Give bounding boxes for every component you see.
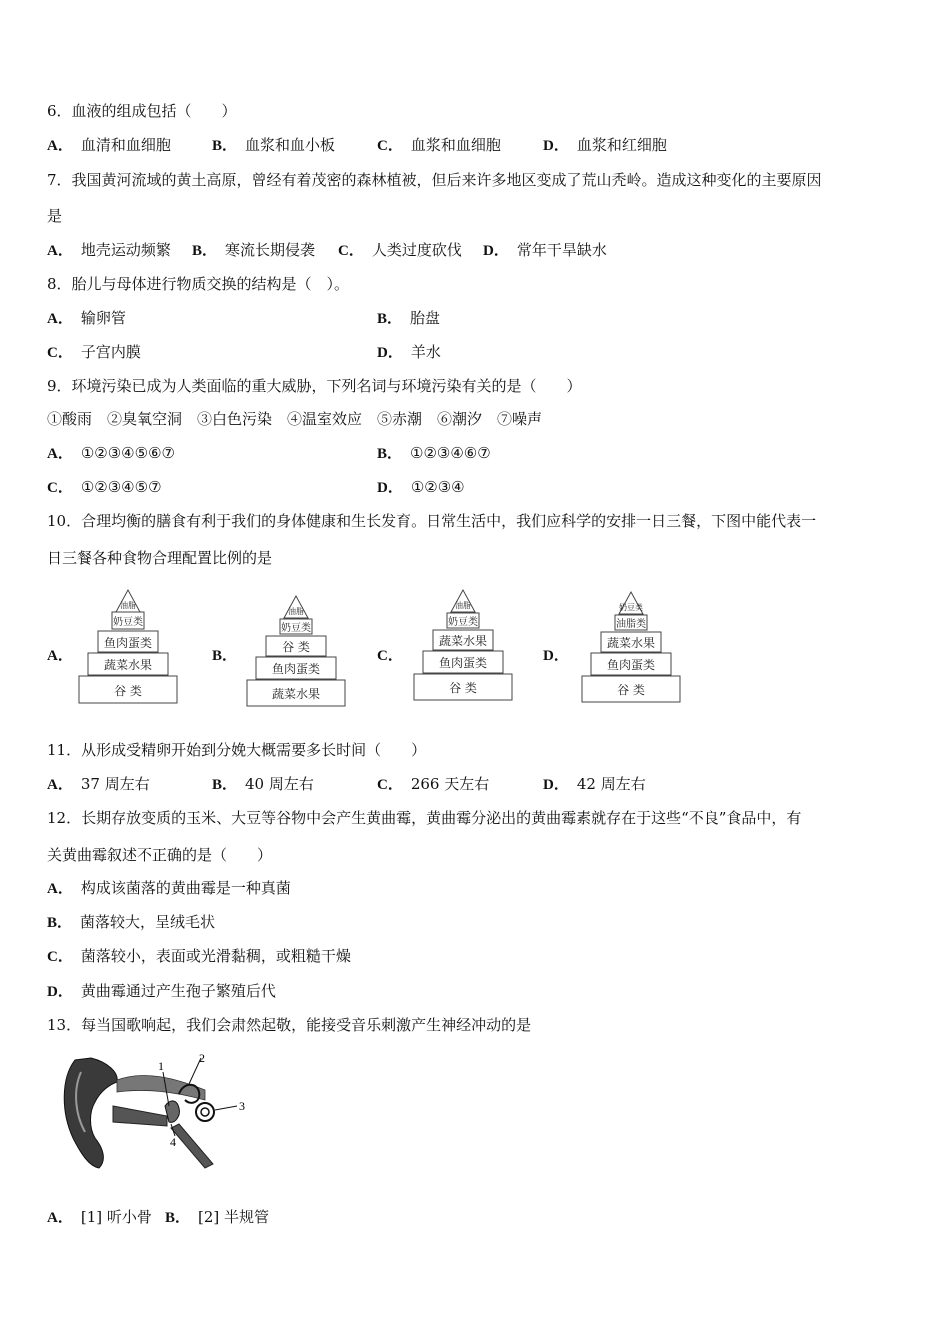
option-text: 血清和血细胞 xyxy=(80,136,171,154)
pyramid-level-2: 奶豆类 xyxy=(448,617,478,628)
q9-option-a[interactable] xyxy=(47,443,175,464)
q8-option-b[interactable] xyxy=(377,308,440,329)
pyramid-level-4: 鱼肉蛋类 xyxy=(438,656,488,670)
ear-label-4: 4 xyxy=(170,1135,176,1149)
q9-option-c[interactable] xyxy=(47,477,162,498)
q7-option-b[interactable] xyxy=(192,240,315,261)
pyramid-level-3: 谷 类 xyxy=(282,640,310,654)
q12-option-b[interactable] xyxy=(47,912,215,933)
pyramid-level-2: 奶豆类 xyxy=(113,617,143,628)
q7-stem-line1: 7．我国黄河流域的黄土高原，曾经有着茂密的森林植被，但后来许多地区变成了荒山秃岭。造成这种变化的主要原因 xyxy=(47,171,822,189)
option-label: D． xyxy=(543,138,569,154)
pyramid-level-2: 油脂类 xyxy=(616,619,646,630)
option-label: A． xyxy=(47,648,73,664)
pyramid-level-4: 鱼肉蛋类 xyxy=(606,658,656,672)
option-text: 血浆和血小板 xyxy=(245,136,336,154)
option-label: B． xyxy=(212,648,238,664)
q11-option-c[interactable] xyxy=(377,774,489,795)
q13-option-b[interactable] xyxy=(165,1207,269,1228)
q11-option-b[interactable] xyxy=(212,774,314,795)
option-label: B． xyxy=(165,1210,191,1226)
option-text: 菌落较大，呈绒毛状 xyxy=(80,913,216,931)
option-text: 40 周左右 xyxy=(245,775,314,793)
q9-stem: 9．环境污染已成为人类面临的重大威胁，下列名词与环境污染有关的是（ ） xyxy=(47,377,582,395)
pyramid-level-5: 蔬菜水果 xyxy=(271,687,321,701)
option-label: B． xyxy=(47,915,73,931)
option-text: ①②③④ xyxy=(410,478,465,496)
option-label: D． xyxy=(377,480,403,496)
pyramid-level-5: 谷 类 xyxy=(114,684,142,698)
option-text: 42 周左右 xyxy=(576,775,646,793)
q10-option-a-label[interactable] xyxy=(47,645,81,666)
food-pyramid-b xyxy=(246,594,346,708)
option-text: ①②③④⑥⑦ xyxy=(410,444,491,462)
ear-label-3: 3 xyxy=(239,1099,245,1113)
q13-option-a[interactable] xyxy=(47,1207,152,1228)
option-text: ①②③④⑤⑦ xyxy=(80,478,162,496)
option-text: 37 周左右 xyxy=(80,775,150,793)
pyramid-level-1: 油脂 xyxy=(288,607,304,616)
q12-option-a[interactable] xyxy=(47,878,291,899)
q7-option-c[interactable] xyxy=(338,240,462,261)
q11-option-a[interactable] xyxy=(47,774,150,795)
option-text: ①②③④⑤⑥⑦ xyxy=(80,444,175,462)
q8-stem: 8．胎儿与母体进行物质交换的结构是（ ）。 xyxy=(47,275,350,293)
option-text: 构成该菌落的黄曲霉是一种真菌 xyxy=(80,879,291,897)
option-label: C． xyxy=(377,777,403,793)
q11-option-d[interactable] xyxy=(543,774,646,795)
option-text: 黄曲霉通过产生孢子繁殖后代 xyxy=(80,982,276,1000)
option-label: D． xyxy=(543,777,569,793)
q12-option-d[interactable] xyxy=(47,981,276,1002)
option-label: A． xyxy=(47,243,73,259)
q10-option-d-label[interactable] xyxy=(543,645,577,666)
option-text: 血浆和红细胞 xyxy=(576,136,667,154)
option-text: 输卵管 xyxy=(80,309,126,327)
option-text: [1] 听小骨 xyxy=(80,1208,152,1226)
ear-label-2: 2 xyxy=(199,1051,205,1065)
q10-stem-line2: 日三餐各种食物合理配置比例的是 xyxy=(47,549,273,567)
q6-option-a[interactable] xyxy=(47,135,171,156)
option-text: 菌落较小，表面或光滑黏稠，或粗糙干燥 xyxy=(80,947,351,965)
option-text: 人类过度砍伐 xyxy=(371,241,462,259)
option-label: A． xyxy=(47,881,73,897)
option-label: A． xyxy=(47,1210,73,1226)
option-text: 胎盘 xyxy=(410,309,441,327)
option-label: A． xyxy=(47,777,73,793)
option-label: C． xyxy=(338,243,364,259)
option-label: B． xyxy=(212,138,238,154)
option-text: 血浆和血细胞 xyxy=(410,136,501,154)
option-text: 地壳运动频繁 xyxy=(80,241,171,259)
q13-stem: 13．每当国歌响起，我们会肃然起敬，能接受音乐刺激产生神经冲动的是 xyxy=(47,1016,532,1034)
option-label: A． xyxy=(47,311,73,327)
q10-option-b-label[interactable] xyxy=(212,645,245,666)
option-label: B． xyxy=(212,777,238,793)
q9-items: ①酸雨 ②臭氧空洞 ③白色污染 ④温室效应 ⑤赤潮 ⑥潮汐 ⑦噪声 xyxy=(47,410,543,428)
q7-option-d[interactable] xyxy=(483,240,607,261)
q11-stem: 11．从形成受精卵开始到分娩大概需要多长时间（ ） xyxy=(47,741,427,759)
pyramid-level-4: 鱼肉蛋类 xyxy=(271,662,321,676)
option-label: B． xyxy=(377,446,403,462)
option-text: 266 天左右 xyxy=(410,775,490,793)
q12-stem-line2: 关黄曲霉叙述不正确的是（ ） xyxy=(47,846,273,864)
q7-option-a[interactable] xyxy=(47,240,171,261)
pyramid-level-5: 谷 类 xyxy=(449,681,477,695)
option-text: 常年干旱缺水 xyxy=(516,241,607,259)
option-label: A． xyxy=(47,138,73,154)
option-label: C． xyxy=(47,480,73,496)
q8-option-c[interactable] xyxy=(47,342,141,363)
q10-stem-line1: 10．合理均衡的膳食有利于我们的身体健康和生长发育。日常生活中，我们应科学的安排一日三餐，下图中能代表一 xyxy=(47,512,817,530)
option-label: C． xyxy=(377,138,403,154)
option-label: B． xyxy=(192,243,218,259)
pyramid-level-1: 油脂 xyxy=(455,601,471,610)
food-pyramid-c xyxy=(413,588,513,702)
option-label: C． xyxy=(47,949,73,965)
ear-label-1: 1 xyxy=(158,1059,164,1073)
pyramid-level-3: 鱼肉蛋类 xyxy=(103,636,153,650)
q7-stem-line2: 是 xyxy=(47,207,63,225)
option-label: D． xyxy=(543,648,569,664)
ear-diagram xyxy=(55,1050,255,1179)
q12-stem-line1: 12．长期存放变质的玉米、大豆等谷物中会产生黄曲霉，黄曲霉分泌出的黄曲霉素就存在于这些“不良”食品中，有 xyxy=(47,809,802,827)
q12-option-c[interactable] xyxy=(47,946,351,967)
q6-option-b[interactable] xyxy=(212,135,335,156)
pyramid-level-1: 油脂 xyxy=(120,601,136,610)
q6-stem: 6．血液的组成包括（ ） xyxy=(47,102,237,120)
option-label: D． xyxy=(47,984,73,1000)
option-label: D． xyxy=(377,345,403,361)
option-label: B． xyxy=(377,311,403,327)
pyramid-level-3: 蔬菜水果 xyxy=(606,636,656,650)
option-text: [2] 半规管 xyxy=(198,1208,270,1226)
option-text: 寒流长期侵袭 xyxy=(225,241,316,259)
q8-option-a[interactable] xyxy=(47,308,126,329)
pyramid-level-1: 奶豆类 xyxy=(619,603,643,612)
q6-option-c[interactable] xyxy=(377,135,501,156)
q8-option-d[interactable] xyxy=(377,342,441,363)
option-text: 子宫内膜 xyxy=(80,343,141,361)
q9-option-d[interactable] xyxy=(377,477,465,498)
pyramid-level-3: 蔬菜水果 xyxy=(438,634,488,648)
pyramid-level-4: 蔬菜水果 xyxy=(103,658,153,672)
option-label: C． xyxy=(377,648,403,664)
q6-option-d[interactable] xyxy=(543,135,667,156)
pyramid-level-2: 奶豆类 xyxy=(281,623,311,634)
q10-option-c-label[interactable] xyxy=(377,645,411,666)
food-pyramid-d xyxy=(581,590,681,704)
option-label: A． xyxy=(47,446,73,462)
option-text: 羊水 xyxy=(410,343,441,361)
food-pyramid-a xyxy=(78,588,178,706)
option-label: D． xyxy=(483,243,509,259)
pyramid-level-5: 谷 类 xyxy=(617,683,645,697)
q9-option-b[interactable] xyxy=(377,443,491,464)
option-label: C． xyxy=(47,345,73,361)
